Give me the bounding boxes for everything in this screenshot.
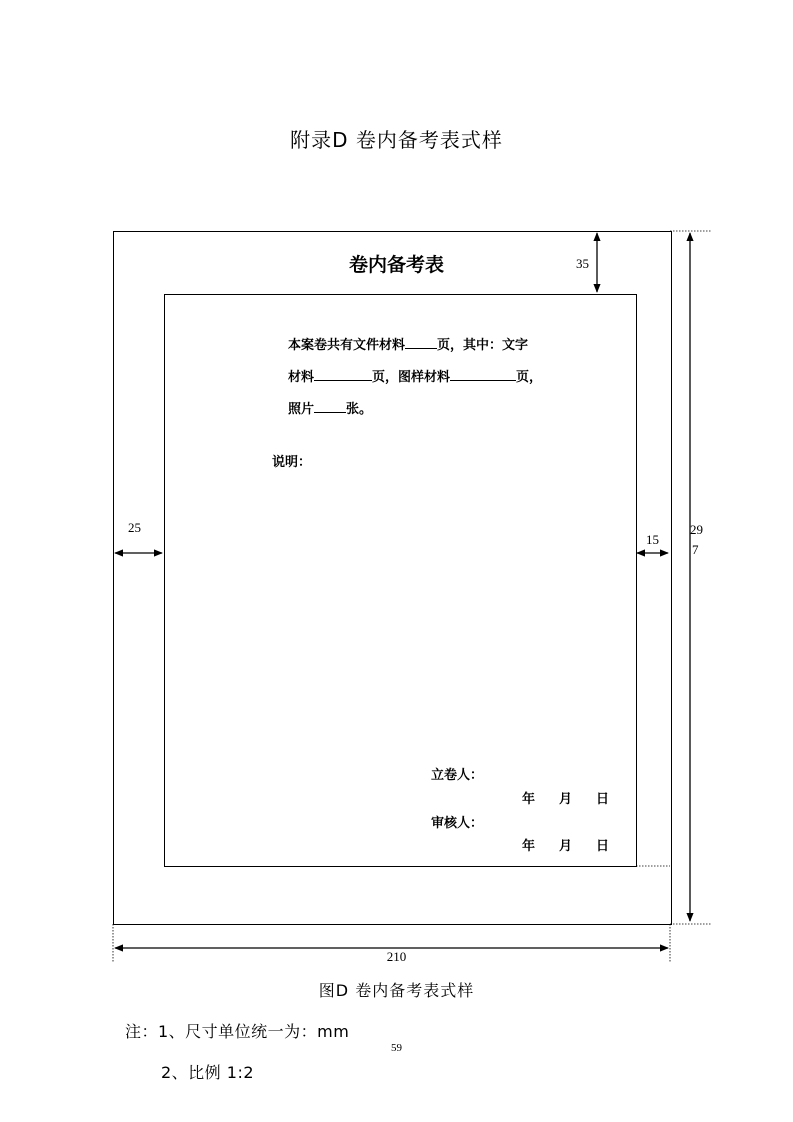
note-line-2: 2、比例 1:2 <box>161 1063 255 1082</box>
top-margin-value: 35 <box>576 256 589 271</box>
right-margin-value: 15 <box>646 532 659 547</box>
page-heading: 附录D 卷内备考表式样 <box>290 128 503 152</box>
figure-caption: 图D 卷内备考表式样 <box>318 981 475 1000</box>
creator-label: 立卷人： <box>431 768 484 783</box>
height-value-a: 29 <box>690 522 703 537</box>
form-title: 卷内备考表 <box>348 254 444 276</box>
width-value: 210 <box>386 949 407 964</box>
reviewer-date-month: 月 <box>559 839 573 854</box>
line2-text-a: 材料 <box>288 370 315 385</box>
height-value-b: 7 <box>692 542 699 557</box>
page-number: 59 <box>391 1042 402 1054</box>
line1-text-b: 页，其中：文字 <box>437 338 529 353</box>
line3-text-b: 张。 <box>346 402 373 417</box>
line3-text-a: 照片 <box>288 402 315 417</box>
creator-date-month: 月 <box>559 792 573 807</box>
explanation-label: 说明： <box>272 455 312 470</box>
reviewer-date-day: 日 <box>596 839 610 854</box>
reviewer-date-year: 年 <box>522 839 536 854</box>
line2-text-b: 页，图样材料 <box>372 370 451 385</box>
creator-date-day: 日 <box>596 792 610 807</box>
creator-date-year: 年 <box>522 792 536 807</box>
note-line-1: 注：1、尺寸单位统一为：mm <box>125 1022 350 1041</box>
left-margin-value: 25 <box>128 520 141 535</box>
line1-text-a: 本案卷共有文件材料 <box>288 338 406 353</box>
line2-text-c: 页， <box>516 370 543 385</box>
reviewer-label: 审核人： <box>431 816 484 831</box>
